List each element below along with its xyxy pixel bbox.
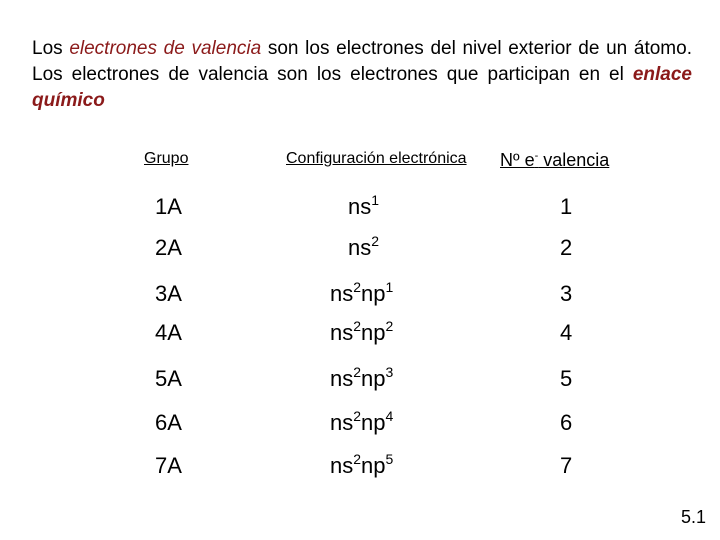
cell-group: 4A bbox=[155, 320, 182, 345]
cell-valence: 1 bbox=[560, 194, 573, 219]
cell-valence: 6 bbox=[560, 410, 573, 435]
intro-text-1: Los bbox=[32, 38, 70, 59]
cell-valence: 2 bbox=[560, 235, 573, 260]
header-configuracion: Configuración electrónica bbox=[286, 150, 467, 167]
cell-group: 7A bbox=[155, 453, 182, 478]
cell-config: $ns^2np^2$ bbox=[330, 318, 394, 345]
cell-group: 5A bbox=[155, 366, 182, 391]
cell-config: $ns^2np^3$ bbox=[330, 364, 394, 391]
cell-valence: 7 bbox=[560, 453, 573, 478]
cell-config: $ns^2np^5$ bbox=[330, 451, 394, 478]
cell-valence: 5 bbox=[560, 366, 573, 391]
header-grupo: Grupo bbox=[144, 150, 189, 167]
term-enlace-quimico: enlace químico bbox=[32, 64, 692, 111]
cell-config: $ns^1$ bbox=[348, 192, 380, 219]
term-electrones-de-valencia: electrones de valencia bbox=[69, 38, 262, 59]
cell-config: $ns^2np^4$ bbox=[330, 408, 394, 435]
cell-group: 6A bbox=[155, 410, 182, 435]
intro-text-2: son los electrones del nivel exterior de un átomo. Los electrones de valencia son los electrones que participan en el bbox=[32, 38, 692, 85]
cell-config: $ns^2np^1$ bbox=[330, 279, 394, 306]
cell-valence: 4 bbox=[560, 320, 573, 345]
cell-valence: 3 bbox=[560, 281, 573, 306]
cell-config: $ns^2$ bbox=[348, 233, 380, 260]
cell-group: 1A bbox=[155, 194, 182, 219]
cell-group: 2A bbox=[155, 235, 182, 260]
slide-number: 5.1 bbox=[680, 507, 706, 527]
intro-paragraph bbox=[32, 36, 692, 114]
header-valencia: Nº e- valencia bbox=[500, 150, 610, 170]
cell-group: 3A bbox=[155, 281, 182, 306]
